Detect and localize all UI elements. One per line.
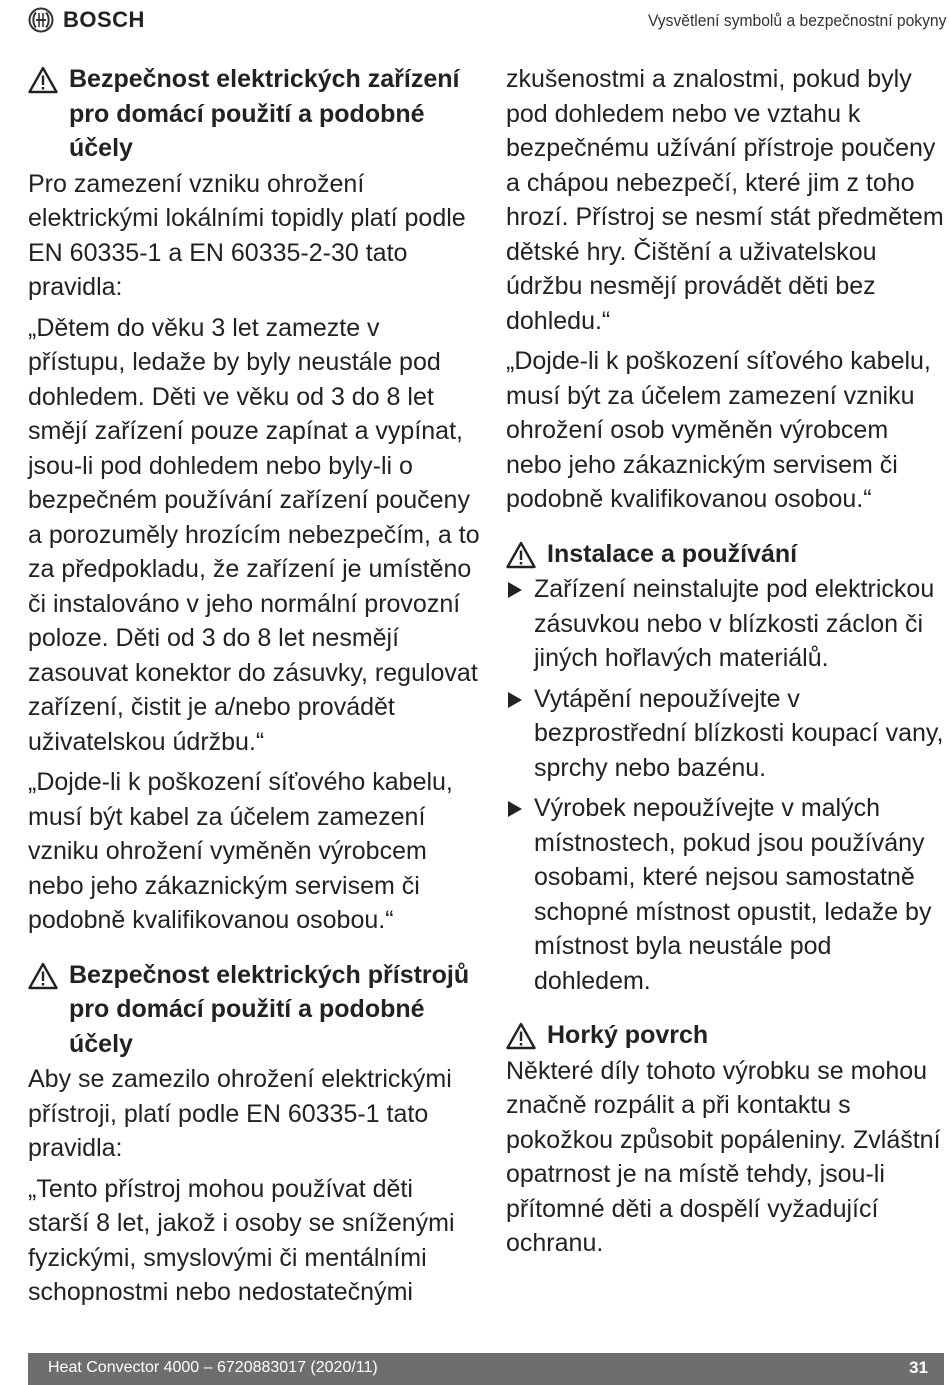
section-heading-electrical-devices <box>28 62 480 166</box>
document-reference: Heat Convector 4000 – 6720883017 (2020/11) <box>48 1359 378 1376</box>
warning-triangle-icon <box>28 66 58 94</box>
bullet-triangle-icon <box>508 582 522 598</box>
warning-triangle-icon <box>506 541 536 569</box>
brand-name: BOSCH <box>63 7 145 32</box>
warning-triangle-icon <box>506 1022 536 1050</box>
page-footer <box>28 1353 944 1385</box>
section-title-text: Horký povrch <box>547 1021 709 1049</box>
list-item <box>506 682 946 786</box>
left-column <box>28 62 480 1316</box>
list-item-text: Zařízení neinstalujte pod elektrickou zásuvkou nebo v blízkosti záclon či jiných hořlavých materiálů. <box>534 575 935 672</box>
list-item <box>506 572 946 676</box>
list-item <box>506 791 946 998</box>
list-item-text: Vytápění nepoužívejte v bezprostřední blízkosti koupací vany, sprchy nebo bazénu. <box>534 684 944 782</box>
paragraph: Pro zamezení vzniku ohrožení elektrickými lokálními topidly platí podle EN 60335-1 a EN 60335-2-30 tato pravidla: <box>28 169 466 301</box>
paragraph: „Dojde-li k poškození síťového kabelu, musí být kabel za účelem zamezení vzniku ohrožení vyměněn výrobcem nebo jeho zákaznickým servisem či podobně kvalifikovanou osobou.“ <box>28 768 453 934</box>
paragraph: „Tento přístroj mohou používat děti starší 8 let, jakož i osoby se sníženými fyzickými, smyslovými či mentálními schopnostmi nebo nedostatečnými <box>28 1174 455 1306</box>
paragraph: Aby se zamezilo ohrožení elektrickými přístroji, platí podle EN 60335-1 tato pravidla: <box>28 1065 452 1162</box>
list-item-text: Výrobek nepoužívejte v malých místnostech, pokud jsou používány osobami, které nejsou samostatně schopné místnost opustit, ledaže by místnost byla neustále pod dohledem. <box>534 794 932 995</box>
section-title-text: Bezpečnost elektrických zařízení pro domácí použití a podobné účely <box>69 65 460 162</box>
section-heading-hot-surface <box>506 1018 946 1053</box>
warning-triangle-icon <box>28 962 58 990</box>
page-number: 31 <box>909 1358 928 1377</box>
section-title-text: Instalace a používání <box>547 539 798 568</box>
section-title-text: Bezpečnost elektrických přístrojů pro domácí použití a podobné účely <box>69 960 470 1058</box>
paragraph: zkušenostmi a znalostmi, pokud byly pod dohledem nebo ve vztahu k bezpečnému užívání přístroje poučeny a chápou nebezpečí, které jim z toho hrozí. Přístroj se nesmí stát předmětem dětské hry. Čištění a uživatelskou údržbu nesmějí provádět děti bez dohledu.“ <box>506 65 944 335</box>
instruction-list <box>506 572 946 998</box>
bullet-triangle-icon <box>508 801 522 817</box>
bosch-logo <box>28 7 145 33</box>
section-heading-electrical-appliances <box>28 958 480 1062</box>
bosch-armature-icon <box>28 7 54 33</box>
section-heading-installation <box>506 537 946 572</box>
bullet-triangle-icon <box>508 692 522 708</box>
paragraph: „Dojde-li k poškození síťového kabelu, musí být za účelem zamezení vzniku ohrožení osob vyměněn výrobcem nebo jeho zákaznickým servisem či podobně kvalifikovanou osobou.“ <box>506 347 931 513</box>
section-title: Vysvětlení symbolů a bezpečnostní pokyny <box>647 11 946 30</box>
paragraph: „Dětem do věku 3 let zamezte v přístupu, ledaže by byly neustále pod dohledem. Děti ve věku od 3 do 8 let smějí zařízení pouze zapínat a vypínat, jsou-li pod dohledem nebo byly-li o bezpečném používání zařízení poučeny a porozuměly hrozícím nebezpečím, a to za předpokladu, že zařízení je umístěno či instalováno v jeho normální provozní poloze. Děti od 3 do 8 let nesmějí zasouvat konektor do zásuvky, regulovat zařízení, čistit je a/nebo provádět uživatelskou údržbu.“ <box>28 313 480 756</box>
paragraph: Některé díly tohoto výrobku se mohou značně rozpálit a při kontaktu s pokožkou způsobit popáleniny. Zvláštní opatrnost je na místě tehdy, jsou-li přítomné děti a dospělí vyžadující ochranu. <box>506 1056 941 1257</box>
right-column <box>506 62 946 1267</box>
page-header <box>0 0 950 44</box>
